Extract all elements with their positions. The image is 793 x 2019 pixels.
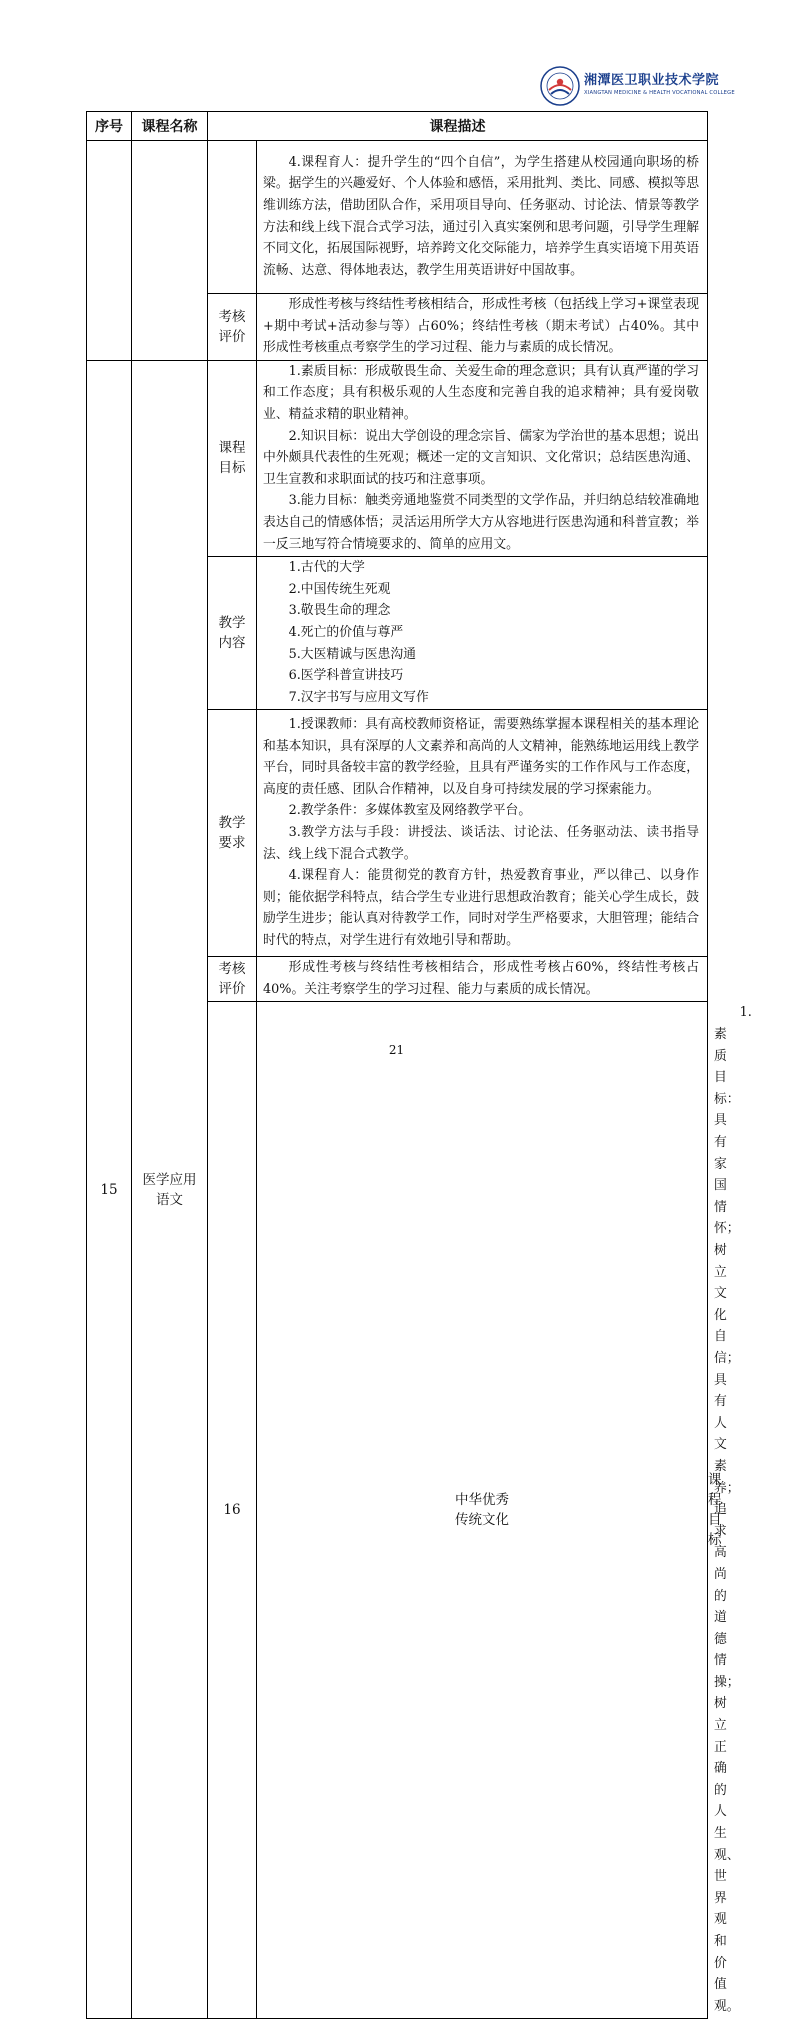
header-number: 序号	[87, 112, 132, 141]
college-logo	[540, 66, 735, 106]
cell-label-assess: 考核 评价	[208, 294, 257, 361]
cell-label-requirements: 教学 要求	[208, 710, 257, 957]
header-course-name: 课程名称	[132, 112, 208, 141]
course-number: 15	[87, 360, 132, 2019]
table-header-row	[87, 112, 708, 141]
course-name: 中华优秀 传统文化	[257, 1002, 708, 2019]
cell-label-empty	[208, 141, 257, 294]
page-number: 21	[388, 1043, 405, 1057]
table-row	[87, 360, 708, 556]
cell-assess: 形成性考核与终结性考核相结合，形成性考核占60%，终结性考核占40%。关注考察学生的学习过程、能力与素质的成长情况。	[257, 957, 708, 1002]
cell-label-assess: 考核 评价	[208, 957, 257, 1002]
cell-education: 4.课程育人：提升学生的“四个自信”，为学生搭建从校园通向职场的桥梁。据学生的兴趣爱好、个人体验和感悟，采用批判、类比、同感、模拟等思维训练方法，借助团队合作，采用项目导向、任务驱动、讨论法、情景等教学方法和线上线下混合式学习法，通过引入真实案例和思考问题，引导学生理解不同文化，拓展国际视野，培养跨文化交际能力，培养学生真实语境下用英语流畅、达意、得体地表达，教学生用英语讲好中国故事。	[257, 141, 708, 294]
header-course-description: 课程描述	[208, 112, 708, 141]
college-name: 湘潭医卫职业技术学院	[584, 73, 720, 88]
cell-label-goals: 课程 目标	[208, 360, 257, 556]
course-table	[86, 111, 752, 2019]
cell-assess: 形成性考核与终结性考核相结合，形成性考核（包括线上学习+课堂表现+期中考试+活动参与等）占60%；终结性考核（期末考试）占40%。其中形成性考核重点考察学生的学习过程、能力与素质的成长情况。	[257, 294, 708, 361]
cell-number-empty	[87, 141, 132, 361]
cell-contents: 1.古代的大学 2.中国传统生死观 3.敬畏生命的理念 4.死亡的价值与尊严 5.大医精诚与医患沟通 6.医学科普宣讲技巧 7.汉字书写与应用文写作	[257, 557, 708, 710]
cell-name-empty	[132, 141, 208, 361]
table-row	[87, 141, 708, 294]
college-name-en: XIANGTAN MEDICINE & HEALTH VOCATIONAL COLLEGE	[584, 90, 735, 96]
college-seal-icon	[540, 66, 580, 106]
course-name: 医学应用 语文	[132, 360, 208, 2019]
table-row: 16 中华优秀 传统文化 课程 目标 1.素质目标：具有家国情怀；树立文化自信；具有人文素养；追求高尚的道德情操；树立正确的人生观、世界观和价值观。	[87, 1002, 708, 2019]
course-number: 16	[208, 1002, 257, 2019]
cell-requirements: 1.授课教师：具有高校教师资格证，需要熟练掌握本课程相关的基本理论和基本知识，具有深厚的人文素养和高尚的人文精神，能熟练地运用线上教学平台，同时具备较丰富的教学经验，且具有严谨务实的工作作风与工作态度，高度的责任感、团队合作精神，以及自身可持续发展的学习探索能力。 2.教学条件：多媒体教室及网络教学平台。 3.教学方法与手段：讲授法、谈话法、讨论法、任务驱动法、读书指导法、线上线下混合式教学。 4.课程育人：能贯彻党的教育方针，热爱教育事业，严以律己、以身作则；能依据学科特点，结合学生专业进行思想政治教育；能关心学生成长，鼓励学生进步；能认真对待教学工作，同时对学生严格要求，大胆管理；能结合时代的特点，对学生进行有效地引导和帮助。	[257, 710, 708, 957]
cell-goals: 1.素质目标：形成敬畏生命、关爱生命的理念意识；具有认真严谨的学习和工作态度；具有积极乐观的人生态度和完善自我的追求精神；具有爱岗敬业、精益求精的职业精神。 2.知识目标：说出大学创设的理念宗旨、儒家为学治世的基本思想；说出中外颇具代表性的生死观；概述一定的文言知识、文化常识；总结医患沟通、卫生宣教和求职面试的技巧和注意事项。 3.能力目标：触类旁通地鉴赏不同类型的文学作品，并归纳总结较准确地表达自己的情感体悟；灵活运用所学大方从容地进行医患沟通和科普宣教；举一反三地写符合情境要求的、简单的应用文。	[257, 360, 708, 556]
cell-label-contents: 教学 内容	[208, 557, 257, 710]
